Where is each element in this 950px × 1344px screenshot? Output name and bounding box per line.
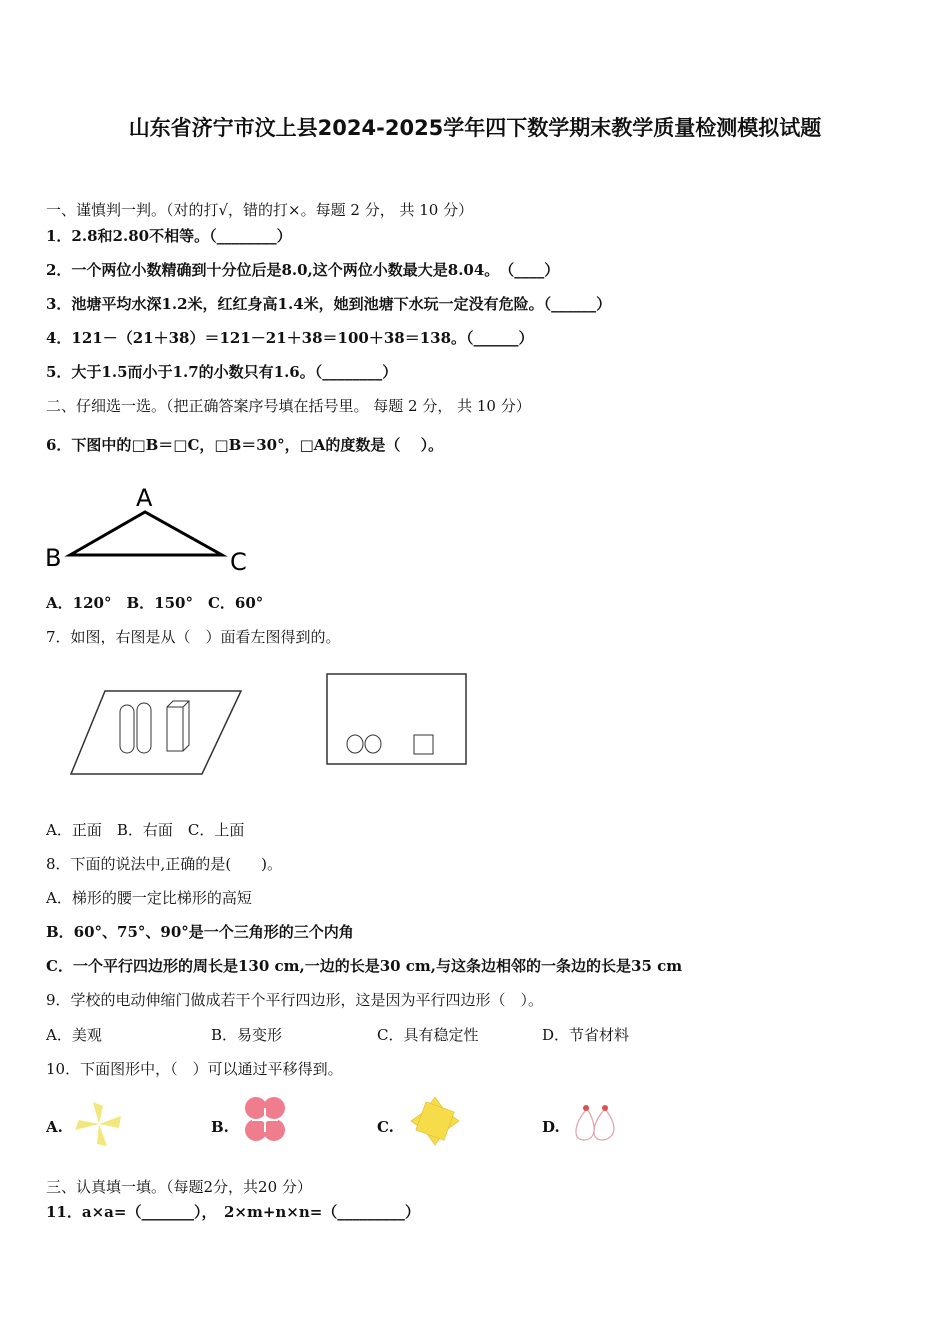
question-3: 3．池塘平均水深1.2米，红红身高1.4米，她到池塘下水玩一定没有危险。（______） <box>46 295 612 313</box>
page-title: 山东省济宁市汶上县2024-2025学年四下数学期末教学质量检测模拟试题 <box>128 116 822 140</box>
question-4: 4．121－（21＋38）＝121－21＋38＝100＋38＝138。（______） <box>46 329 534 347</box>
pinwheel-image <box>72 1098 126 1150</box>
question-9: 9．学校的电动伸缩门做成若干个平行四边形，这是因为平行四边形（ ）。 <box>46 991 544 1009</box>
question-8-option-b: B．60°、75°、90°是一个三角形的三个内角 <box>46 923 354 941</box>
question-8-option-a: A．梯形的腰一定比梯形的高短 <box>46 889 252 907</box>
question-9-option-c: C．具有稳定性 <box>377 1026 479 1044</box>
question-9-option-b: B．易变形 <box>211 1026 283 1044</box>
question-10-option-d: D. <box>542 1118 560 1136</box>
question-10-option-b: B. <box>211 1118 229 1136</box>
question-9-option-a: A．美观 <box>46 1026 102 1044</box>
view-figure <box>326 673 468 766</box>
triangle-figure <box>40 480 260 580</box>
question-8: 8．下面的说法中,正确的是( )。 <box>46 855 283 873</box>
two-birds-image <box>570 1102 626 1144</box>
solids-on-plane-figure <box>65 685 250 780</box>
vertex-b-label: B <box>45 544 62 572</box>
vertex-c-label: C <box>230 548 247 576</box>
question-11: 11．a×a=（_______）， 2×m+n×n=（_________） <box>46 1203 420 1221</box>
vertex-a-label: A <box>136 484 153 512</box>
star-pinwheel-image <box>408 1094 462 1148</box>
question-6-options: A．120° B．150° C．60° <box>46 594 264 612</box>
question-7: 7．如图，右图是从（ ）面看左图得到的。 <box>46 628 341 646</box>
question-1: 1．2.8和2.80不相等。（________） <box>46 227 292 245</box>
clover-flower-image <box>238 1094 292 1146</box>
question-5: 5．大于1.5而小于1.7的小数只有1.6。（________） <box>46 363 398 381</box>
section-3-heading: 三、认真填一填。（每题2分，共20 分） <box>46 1178 312 1196</box>
question-6: 6．下图中的□B＝□C，□B＝30°，□A的度数是（ ）。 <box>46 436 444 454</box>
question-10-option-c: C. <box>377 1118 394 1136</box>
question-7-options: A．正面 B．右面 C．上面 <box>46 821 245 839</box>
question-10-option-a: A. <box>46 1118 63 1136</box>
question-8-option-c: C．一个平行四边形的周长是130 cm,一边的长是30 cm,与这条边相邻的一条边的长是35 cm <box>46 957 683 975</box>
section-2-heading: 二、仔细选一选。（把正确答案序号填在括号里。 每题 2 分， 共 10 分） <box>46 397 531 415</box>
question-9-option-d: D．节省材料 <box>542 1026 630 1044</box>
section-1-heading: 一、谨慎判一判。（对的打√，错的打×。每题 2 分， 共 10 分） <box>46 201 474 219</box>
question-2: 2．一个两位小数精确到十分位后是8.0,这个两位小数最大是8.04。 （____） <box>46 261 560 279</box>
question-10: 10．下面图形中，（ ）可以通过平移得到。 <box>46 1060 343 1078</box>
